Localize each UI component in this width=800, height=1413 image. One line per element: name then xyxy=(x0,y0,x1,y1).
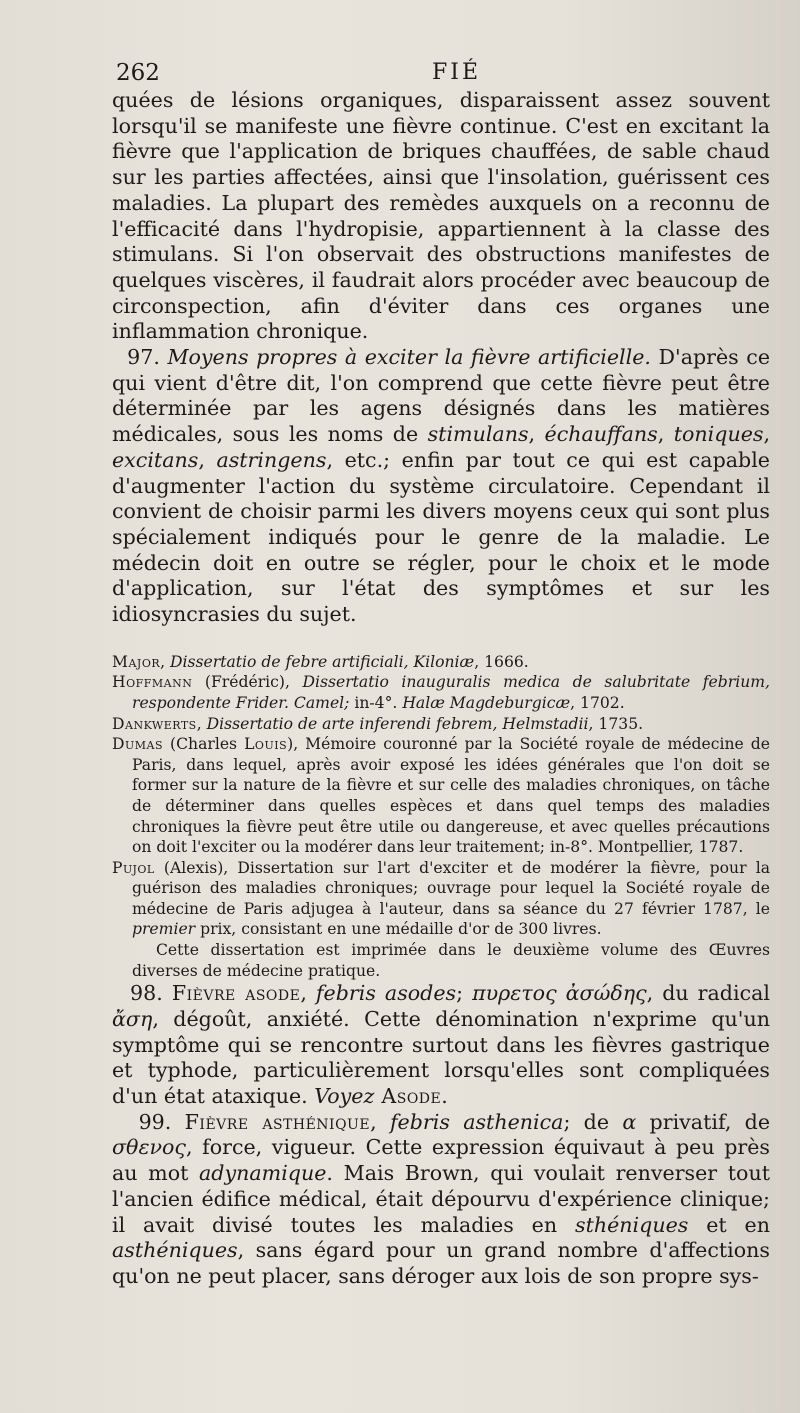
page-body xyxy=(112,88,770,1290)
separator: , xyxy=(657,422,674,447)
section-99-number: 99. xyxy=(138,1109,172,1134)
section-98-label: Fièvre asode xyxy=(171,981,301,1006)
biblio-author: Major xyxy=(112,652,161,671)
biblio-note-text: Cette dissertation est imprimée dans le deuxième volume des Œuvres diverses de médecine pratique. xyxy=(132,941,770,980)
section-99-text: , force, vigueur. Cette expression équivaut à peu près au mot xyxy=(112,1135,770,1186)
term-excitans: excitans xyxy=(112,447,199,472)
section-97-text-end: , etc.; enfin par tout ce qui est capable d'augmenter l'action du système circulatoire. Cependant il convient de choisir parmi les divers moyens ceux qui sont plus spécialement indiqués pour le genre de la maladie. Le médecin doit en outre se régler, pour le choix et le mode d'application, sur l'état des symptômes et sur les idiosyncrasies du sujet. xyxy=(112,447,770,627)
separator: , xyxy=(198,447,217,472)
section-99 xyxy=(112,1110,770,1290)
greek-term: σθενος xyxy=(112,1135,186,1160)
biblio-given: (Frédéric), xyxy=(192,673,303,692)
greek-term: ἄση xyxy=(112,1006,153,1031)
see-reference: Voyez xyxy=(314,1084,375,1109)
latin-term: febris asodes xyxy=(315,981,457,1006)
term-echauffans: échauffans xyxy=(544,422,658,447)
section-97-number: 97. xyxy=(127,345,160,370)
section-98-number: 98. xyxy=(130,981,163,1006)
separator: , xyxy=(763,422,771,447)
latin-term: febris asthenica xyxy=(389,1109,564,1134)
biblio-entry: Dankwerts, Dissertatio de arte inferendi febrem, Helmstadii, 1735. xyxy=(112,714,644,733)
section-97 xyxy=(112,345,770,628)
biblio-rest: ), Mémoire couronné par la Société royale de médecine de Paris, dans lequel, après avoir exposé les idées générales que l'on doit se former sur la nature de la fièvre et sur celle des maladies chroniques, on tâche de déterminer dans quelles espèces et dans quel temps des maladies chroniques la fièvre peut être utile ou dangereuse, et avec quelles précautions on doit l'exciter ou la modérer dans leur traitement; in-8°. Montpellier, 1787. xyxy=(132,735,770,857)
biblio-rest: , Dissertation sur l'art d'exciter et de modérer la fièvre, pour la guérison des maladies chroniques; ouvrage pour lequel la Société royale de médecine de Paris adjugea à l'auteur, dans sa séance du 27 février 1787, le xyxy=(132,858,770,918)
biblio-work: Dissertatio inauguralis medica de salubritate febrium, respondente Frider. Camel; xyxy=(132,673,770,712)
section-97-title: Moyens propres à exciter la fièvre artificielle. xyxy=(167,345,651,370)
biblio-author: Dumas xyxy=(112,735,164,754)
running-title: FIÉ xyxy=(432,60,482,85)
biblio-place: Halæ Magdeburgicæ xyxy=(402,693,571,712)
biblio-note xyxy=(112,940,770,981)
section-99-text: . Mais Brown, qui voulait renverser tout l'ancien édifice médical, était dépourvu d'expérience clinique; il avait divisé toutes les maladies en xyxy=(112,1161,770,1237)
separator: ; xyxy=(456,981,473,1006)
separator: ; de xyxy=(563,1109,623,1134)
biblio-author: Pujol xyxy=(112,858,155,877)
biblio-author: Dankwerts xyxy=(112,714,197,733)
biblio-rest: , 1735. xyxy=(588,714,644,733)
section-98 xyxy=(112,981,770,1110)
term-toniques: toniques xyxy=(673,422,764,447)
section-99-text: , sans égard pour un grand nombre d'affections qu'on ne peut placer, sans déroger aux lois de son propre sys- xyxy=(112,1238,770,1288)
see-target: Asode. xyxy=(374,1084,449,1109)
biblio-entry xyxy=(112,858,770,940)
biblio-rest: , 1666. xyxy=(474,652,529,671)
biblio-entry: Major, Dissertatio de febre artificiali, Kiloniæ, 1666. xyxy=(112,652,529,671)
separator: et en xyxy=(688,1212,771,1237)
separator: , xyxy=(370,1109,390,1134)
separator: privatif, de xyxy=(636,1109,771,1134)
biblio-given: (Alexis) xyxy=(154,858,224,877)
separator: , xyxy=(528,422,545,447)
biblio-author: Hoffmann xyxy=(112,673,193,692)
biblio-entry xyxy=(112,672,770,713)
section-99-label: Fièvre asthénique xyxy=(184,1109,371,1134)
term-adynamique: adynamique xyxy=(199,1161,327,1186)
biblio-year: , 1702. xyxy=(570,693,625,712)
separator: , xyxy=(300,981,316,1006)
term-astheniques: asthéniques xyxy=(112,1238,238,1263)
biblio-entry xyxy=(112,734,770,858)
page-number: 262 xyxy=(116,60,160,86)
biblio-rest: prix, consistant en une médaille d'or de 300 livres. xyxy=(195,920,602,939)
bibliography xyxy=(112,652,770,982)
section-98-text: , dégoût, anxiété. Cette dénomination n'exprime qu'un symptôme qui se rencontre surtout dans les fièvres gastrique et typhode, particulièrement lorsqu'elles sont compliquées d'un état ataxique. xyxy=(112,1006,770,1109)
biblio-given: Louis xyxy=(244,735,288,754)
biblio-work: Dissertatio de febre artificiali, Kiloniæ xyxy=(170,652,475,671)
page-header xyxy=(116,60,762,90)
greek-letter: α xyxy=(622,1109,637,1134)
section-97-text: D'après ce qui vient d'être dit, l'on comprend que cette fièvre peut être déterminée par les agens désignés dans les matières médicales, sous les noms de xyxy=(112,345,771,447)
term-astringens: astringens xyxy=(216,447,327,472)
section-98-text: , du radical xyxy=(646,981,770,1006)
biblio-given: (Charles xyxy=(163,735,245,754)
term-stimulans: stimulans xyxy=(427,422,529,447)
biblio-italic: premier xyxy=(132,920,196,939)
biblio-rest: in-4°. xyxy=(349,693,403,712)
term-stheniques: sthéniques xyxy=(575,1212,689,1237)
greek-term: πυρετος ἀσώδης xyxy=(472,981,647,1006)
biblio-work: Dissertatio de arte inferendi febrem, Helmstadii xyxy=(206,714,589,733)
intro-paragraph: quées de lésions organiques, disparaissent assez souvent lorsqu'il se manifeste une fièvre continue. C'est en excitant la fièvre que l'application de briques chauffées, de sable chaud sur les parties affectées, ainsi que l'insolation, guérissent ces maladies. La plupart des remèdes auxquels on a reconnu de l'efficacité dans l'hydropisie, appartiennent à la classe des stimulans. Si l'on observait des obstructions manifestes de quelques viscères, il faudrait alors procéder avec beaucoup de circonspection, afin d'éviter dans ces organes une inflammation chronique. xyxy=(112,88,770,344)
